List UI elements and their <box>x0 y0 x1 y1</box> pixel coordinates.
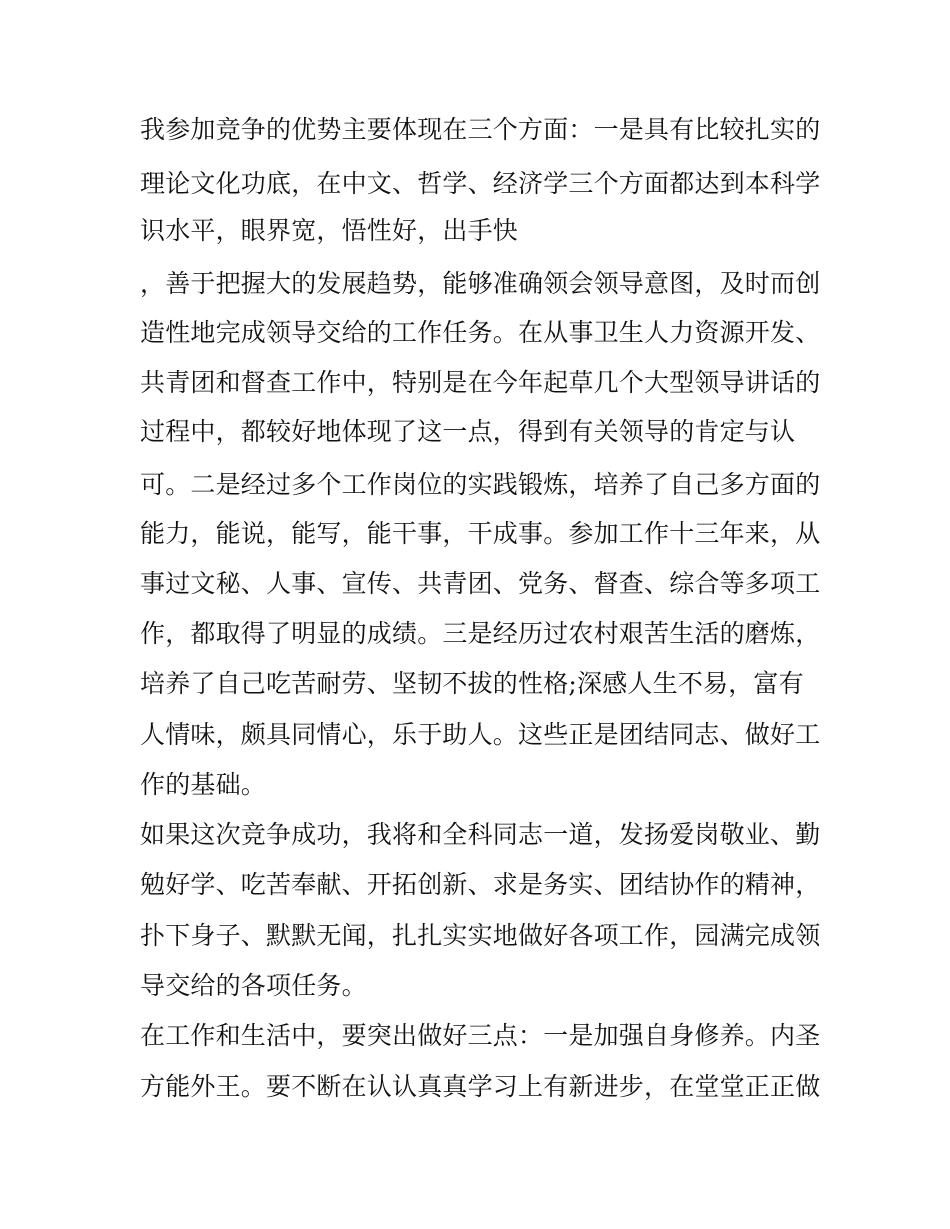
text-line: 导交给的各项任务。 <box>140 971 367 1000</box>
text-line: 能力，能说，能写，能干事，干成事。参加工作十三年来，从 <box>140 519 821 548</box>
text-line: 理论文化功底，在中文、哲学、经济学三个方面都达到本科学 <box>140 169 821 198</box>
text-line: 事过文秘、人事、宣传、共青团、党务、督查、综合等多项工 <box>140 569 821 598</box>
text-line: 造性地完成领导交给的工作任务。在从事卫生人力资源开发、 <box>140 318 821 347</box>
text-line: 共青团和督查工作中，特别是在今年起草几个大型领导讲话的 <box>140 368 821 397</box>
text-line: 过程中，都较好地体现了这一点，得到有关领导的肯定与认 <box>140 417 796 446</box>
text-line: 在工作和生活中，要突出做好三点：一是加强自身修养。内圣 <box>140 1021 821 1050</box>
text-line: 勉好学、吃苦奉献、开拓创新、求是务实、团结协作的精神， <box>140 870 821 899</box>
text-line: 方能外王。要不断在认认真真学习上有新进步，在堂堂正正做 <box>140 1072 821 1101</box>
text-line: 可。二是经过多个工作岗位的实践锻炼，培养了自己多方面的 <box>140 470 821 499</box>
text-line: 我参加竞争的优势主要体现在三个方面：一是具有比较扎实的 <box>140 115 821 144</box>
text-line: 培养了自己吃苦耐劳、坚韧不拔的性格;深感人生不易，富有 <box>140 669 804 698</box>
text-line: 作，都取得了明显的成绩。三是经历过农村艰苦生活的磨炼， <box>140 619 821 648</box>
text-line: 识水平，眼界宽，悟性好，出手快 <box>140 216 519 245</box>
text-line: 扑下身子、默默无闻，扎扎实实地做好各项工作，园满完成领 <box>140 921 821 950</box>
text-line: ，善于把握大的发展趋势，能够准确领会领导意图，及时而创 <box>140 269 821 298</box>
text-line: 人情味，颇具同情心，乐于助人。这些正是团结同志、做好工 <box>140 720 821 749</box>
text-line: 作的基础。 <box>140 770 267 799</box>
text-line: 如果这次竞争成功，我将和全科同志一道，发扬爱岗敬业、勤 <box>140 820 821 849</box>
